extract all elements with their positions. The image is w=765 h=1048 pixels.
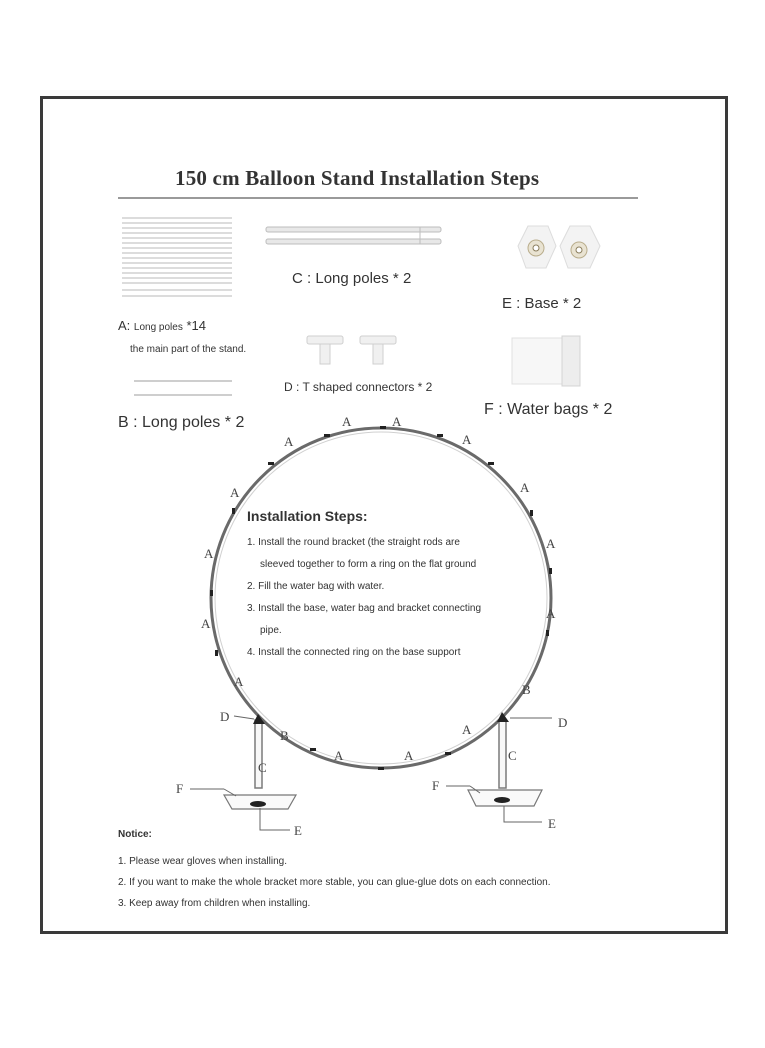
ring-label-a: A	[234, 674, 244, 689]
step-item: 2. Fill the water bag with water.	[247, 581, 385, 592]
water-bag-f-illustration	[512, 336, 580, 386]
step-item: pipe.	[260, 625, 282, 636]
part-e-label: E : Base * 2	[502, 295, 582, 312]
ring-label-b: B	[522, 682, 531, 697]
leg-label-c: C	[508, 748, 517, 763]
base-label-f: F	[176, 781, 184, 796]
ring-label-a: A	[204, 546, 214, 561]
ring-label-a: A	[334, 748, 344, 763]
poles-c-illustration	[266, 227, 441, 244]
part-d-label: D : T shaped connectors * 2	[284, 380, 433, 394]
ring-label-a: A	[546, 536, 556, 551]
installation-heading: Installation Steps:	[247, 508, 368, 524]
part-a-description: the main part of the stand.	[130, 344, 247, 355]
ring-label-b: B	[280, 728, 289, 743]
ring-label-a: A	[520, 480, 530, 495]
notice-heading: Notice:	[118, 829, 152, 840]
leg-label-c: C	[258, 760, 267, 775]
leg-label-d: D	[220, 709, 230, 724]
base-label-e: E	[294, 823, 302, 838]
ring-label-a: A	[201, 616, 211, 631]
page-title: 150 cm Balloon Stand Installation Steps	[175, 166, 540, 190]
step-item: 4. Install the connected ring on the base support	[247, 647, 461, 658]
base-label-e: E	[548, 816, 556, 831]
base-e-illustration	[518, 226, 600, 268]
base-label-f: F	[432, 778, 440, 793]
part-a-label: A: Long poles *14	[118, 318, 206, 333]
ring-label-a: A	[342, 414, 352, 429]
part-b-label: B : Long poles * 2	[118, 414, 245, 431]
callout-lines	[190, 716, 552, 830]
title-divider	[118, 197, 638, 199]
part-f-label: F : Water bags * 2	[484, 401, 613, 418]
step-item: sleeved together to form a ring on the flat ground	[260, 559, 477, 570]
poles-b-illustration	[134, 381, 232, 395]
notice-item: 3. Keep away from children when installing.	[118, 898, 311, 909]
notice-item: 2. If you want to make the whole bracket more stable, you can glue-glue dots on each connection.	[118, 877, 551, 888]
part-c-label: C : Long poles * 2	[292, 270, 412, 287]
notice-section	[118, 824, 678, 914]
notice-item: 1. Please wear gloves when installing.	[118, 856, 287, 867]
leg-label-d: D	[558, 715, 568, 730]
step-item: 1. Install the round bracket (the straight rods are	[247, 537, 460, 548]
ring-label-a: A	[546, 606, 556, 621]
installation-steps	[247, 508, 547, 664]
poles-a-illustration	[122, 218, 232, 296]
ring-label-a: A	[230, 485, 240, 500]
ring-label-a: A	[284, 434, 294, 449]
ring-label-a: A	[392, 414, 402, 429]
t-connector-d-illustration	[307, 336, 396, 364]
ring-label-a: A	[462, 432, 472, 447]
ring-label-a: A	[404, 748, 414, 763]
ring-label-a: A	[462, 722, 472, 737]
ring-bases	[224, 790, 542, 809]
step-item: 3. Install the base, water bag and bracket connecting	[247, 603, 482, 614]
